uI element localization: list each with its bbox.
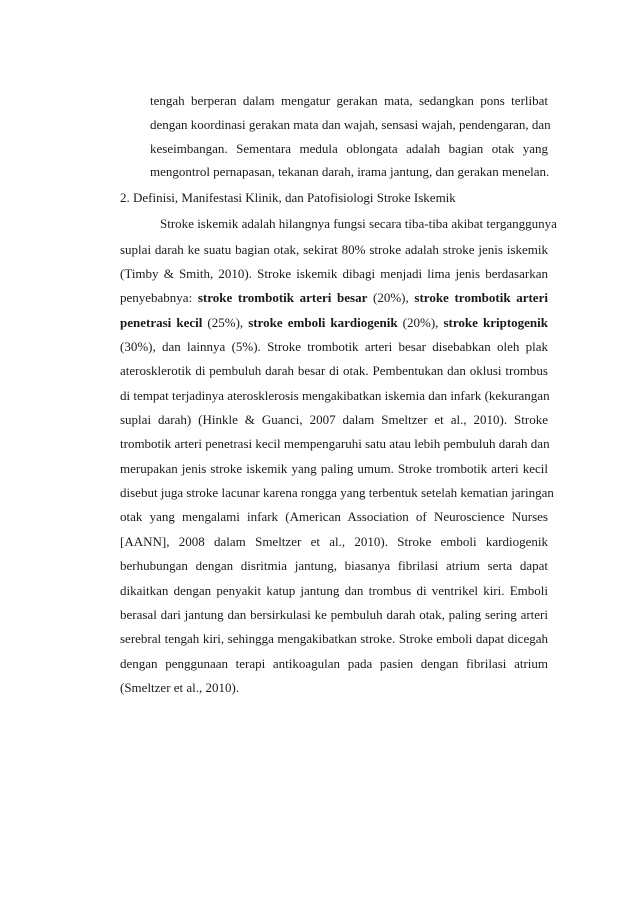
text-fragment: otak yang mengalami infark (American Association of Neuroscience Nurses — [120, 509, 548, 524]
text-fragment: [AANN], 2008 dalam Smeltzer et al., 2010). Stroke emboli kardiogenik — [120, 534, 548, 549]
body-line — [120, 315, 548, 331]
body-line — [120, 509, 548, 525]
bold-term: penetrasi kecil — [120, 315, 203, 330]
intro-line: keseimbangan. Sementara medula oblongata adalah bagian otak yang — [150, 141, 548, 156]
body-line — [120, 436, 548, 452]
intro-line: tengah berperan dalam mengatur gerakan mata, sedangkan pons terlibat — [150, 93, 548, 108]
body-line — [120, 339, 548, 355]
section-heading: 2. Definisi, Manifestasi Klinik, dan Patofisiologi Stroke Iskemik — [120, 190, 456, 205]
body-line — [120, 534, 548, 550]
bold-term: stroke kriptogenik — [443, 315, 548, 330]
text-fragment: penyebabnya: — [120, 290, 198, 305]
body-line — [120, 583, 548, 599]
body-line — [120, 680, 239, 696]
text-fragment: (20%), — [367, 290, 415, 305]
bold-term: stroke trombotik arteri besar — [197, 290, 368, 305]
text-fragment: aterosklerotik di pembuluh darah besar di otak. Pembentukan dan oklusi trombus — [120, 363, 548, 378]
text-fragment: dikaitkan dengan penyakit katup jantung dan trombus di ventrikel kiri. Emboli — [120, 583, 548, 598]
bold-term: stroke emboli kardiogenik — [248, 315, 398, 330]
text-fragment: berasal dari jantung dan bersirkulasi ke pembuluh darah otak, paling sering arteri — [120, 607, 548, 622]
body-line — [120, 461, 548, 477]
body-line — [120, 388, 548, 404]
body-line — [120, 290, 548, 306]
body-line — [120, 558, 548, 574]
body-line — [120, 631, 548, 647]
text-fragment: (20%), — [397, 315, 444, 330]
text-fragment: serebral tengah kiri, sehingga mengakibatkan stroke. Stroke emboli dapat dicegah — [120, 631, 548, 646]
bold-term: stroke trombotik arteri — [414, 290, 548, 305]
body-line — [120, 485, 554, 501]
body-line — [160, 216, 557, 232]
text-fragment: disebut juga stroke lacunar karena rongga yang terbentuk setelah kematian jaringan — [120, 485, 554, 500]
body-line — [120, 656, 548, 672]
body-line — [120, 266, 548, 282]
text-fragment: Stroke iskemik adalah hilangnya fungsi secara tiba-tiba akibat terganggunya — [160, 216, 557, 231]
body-line — [120, 363, 548, 379]
body-line — [120, 607, 548, 623]
text-fragment: berhubungan dengan disritmia jantung, biasanya fibrilasi atrium serta dapat — [120, 558, 548, 573]
intro-line: mengontrol pernapasan, tekanan darah, irama jantung, dan gerakan menelan. — [150, 164, 550, 179]
intro-line: dengan koordinasi gerakan mata dan wajah, sensasi wajah, pendengaran, dan — [150, 117, 551, 132]
text-fragment: (Timby & Smith, 2010). Stroke iskemik dibagi menjadi lima jenis berdasarkan — [120, 266, 548, 281]
text-fragment: suplai darah) (Hinkle & Guanci, 2007 dalam Smeltzer et al., 2010). Stroke — [120, 412, 548, 427]
text-fragment: dengan penggunaan terapi antikoagulan pada pasien dengan fibrilasi atrium — [120, 656, 548, 671]
text-fragment: di tempat terjadinya aterosklerosis mengakibatkan iskemia dan infark (kekurangan — [120, 388, 550, 403]
body-line — [120, 412, 548, 428]
text-fragment: (25%), — [202, 315, 249, 330]
text-fragment: trombotik arteri penetrasi kecil mempengaruhi satu atau lebih pembuluh darah dan — [120, 436, 550, 451]
text-fragment: merupakan jenis stroke iskemik yang paling umum. Stroke trombotik arteri kecil — [120, 461, 548, 476]
body-line — [120, 242, 548, 258]
text-fragment: (30%), dan lainnya (5%). Stroke trombotik arteri besar disebabkan oleh plak — [120, 339, 548, 354]
text-fragment: (Smeltzer et al., 2010). — [120, 680, 240, 695]
text-fragment: suplai darah ke suatu bagian otak, sekirat 80% stroke adalah stroke jenis iskemik — [120, 242, 548, 257]
